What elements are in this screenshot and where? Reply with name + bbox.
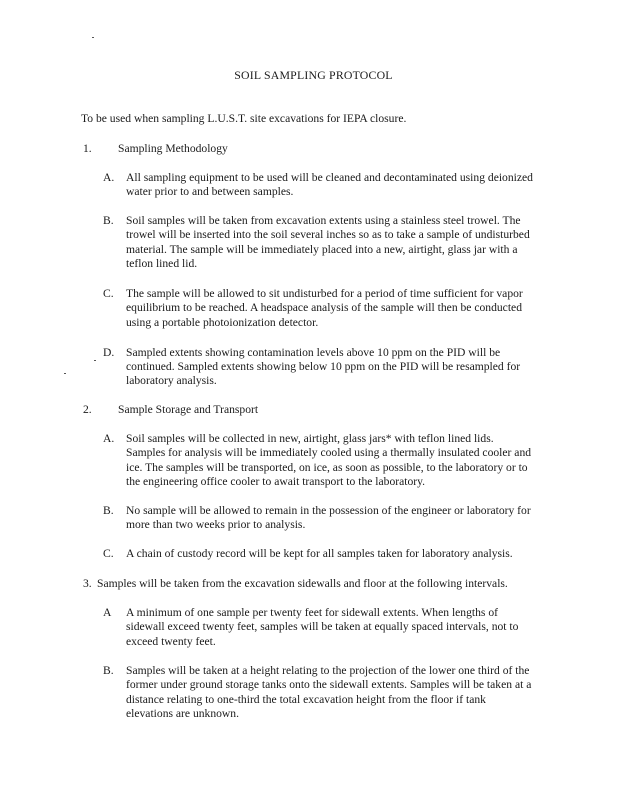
item-1c-letter: C. bbox=[103, 287, 114, 300]
item-2b-line: more than two weeks prior to analysis. bbox=[126, 518, 306, 531]
item-2b-line: No sample will be allowed to remain in the possession of the engineer or laboratory for bbox=[126, 504, 531, 517]
item-1a-line: water prior to and between samples. bbox=[126, 185, 294, 198]
item-3a-line: exceed twenty feet. bbox=[126, 635, 216, 648]
section-1-heading: Sampling Methodology bbox=[118, 142, 228, 155]
item-1c-line: The sample will be allowed to sit undisturbed for a period of time sufficient for vapor bbox=[126, 287, 523, 300]
item-2a-line: Soil samples will be collected in new, airtight, glass jars* with teflon lined lids. bbox=[126, 432, 494, 445]
item-3a-line: A minimum of one sample per twenty feet for sidewall extents. When lengths of bbox=[126, 606, 498, 619]
item-3b-line: former under ground storage tanks onto the sidewall extents. Samples will be taken at a bbox=[126, 678, 532, 691]
item-1a-line: All sampling equipment to be used will be cleaned and decontaminated using deionized bbox=[126, 171, 533, 184]
item-3b-line: elevations are unknown. bbox=[126, 707, 240, 720]
item-2c-text: A chain of custody record will be kept for all samples taken for laboratory analysis. bbox=[126, 547, 513, 560]
item-1b-line: teflon lined lid. bbox=[126, 257, 198, 270]
item-1d-line: Sampled extents showing contamination levels above 10 ppm on the PID will be bbox=[126, 346, 501, 359]
item-2c-letter: C. bbox=[103, 547, 114, 560]
item-1b-line: trowel will be inserted into the soil several inches so as to take a sample of undisturbed bbox=[126, 228, 530, 241]
scan-speck bbox=[64, 373, 66, 374]
item-2a-line: the engineering office cooler to await transport to the laboratory. bbox=[126, 475, 426, 488]
section-2-number: 2. bbox=[83, 403, 92, 416]
item-3b-line: Samples will be taken at a height relating to the projection of the lower one third of the bbox=[126, 664, 530, 677]
item-2a-line: ice. The samples will be transported, on ice, as soon as possible, to the laboratory or to bbox=[126, 461, 528, 474]
section-2-heading: Sample Storage and Transport bbox=[118, 403, 259, 416]
intro-text: To be used when sampling L.U.S.T. site excavations for IEPA closure. bbox=[81, 112, 407, 125]
item-2a-line: Samples for analysis will be immediately cooled using a thermally insulated cooler and bbox=[126, 446, 532, 459]
item-1b-line: material. The sample will be immediately placed into a new, airtight, glass jar with a bbox=[126, 243, 518, 256]
scan-speck bbox=[92, 37, 94, 38]
document-title: SOIL SAMPLING PROTOCOL bbox=[234, 68, 393, 82]
item-1d-letter: D. bbox=[103, 346, 115, 359]
item-3b-line: distance relating to one-third the total excavation height from the floor if tank bbox=[126, 693, 486, 706]
item-3a-line: sidewall exceed twenty feet, samples will be taken at equally spaced intervals, not to bbox=[126, 620, 519, 633]
item-1b-line: Soil samples will be taken from excavation extents using a stainless steel trowel. The bbox=[126, 214, 521, 227]
item-1d-line: continued. Sampled extents showing below 10 ppm on the PID will be resampled for bbox=[126, 360, 521, 373]
section-1-number: 1. bbox=[83, 142, 92, 155]
scan-speck bbox=[94, 360, 96, 361]
item-2a-letter: A. bbox=[103, 432, 115, 445]
section-3-number: 3. bbox=[83, 577, 92, 590]
section-3-heading: Samples will be taken from the excavation sidewalls and floor at the following intervals. bbox=[97, 577, 508, 590]
item-2b-letter: B. bbox=[103, 504, 114, 517]
item-3b-letter: B. bbox=[103, 664, 114, 677]
item-3a-letter: A bbox=[103, 606, 112, 619]
item-1a-letter: A. bbox=[103, 171, 115, 184]
item-1c-line: equilibrium to be reached. A headspace analysis of the sample will then be conducted bbox=[126, 301, 522, 314]
item-1d-line: laboratory analysis. bbox=[126, 374, 217, 387]
item-1c-line: using a portable photoionization detector. bbox=[126, 316, 319, 329]
item-1b-letter: B. bbox=[103, 214, 114, 227]
